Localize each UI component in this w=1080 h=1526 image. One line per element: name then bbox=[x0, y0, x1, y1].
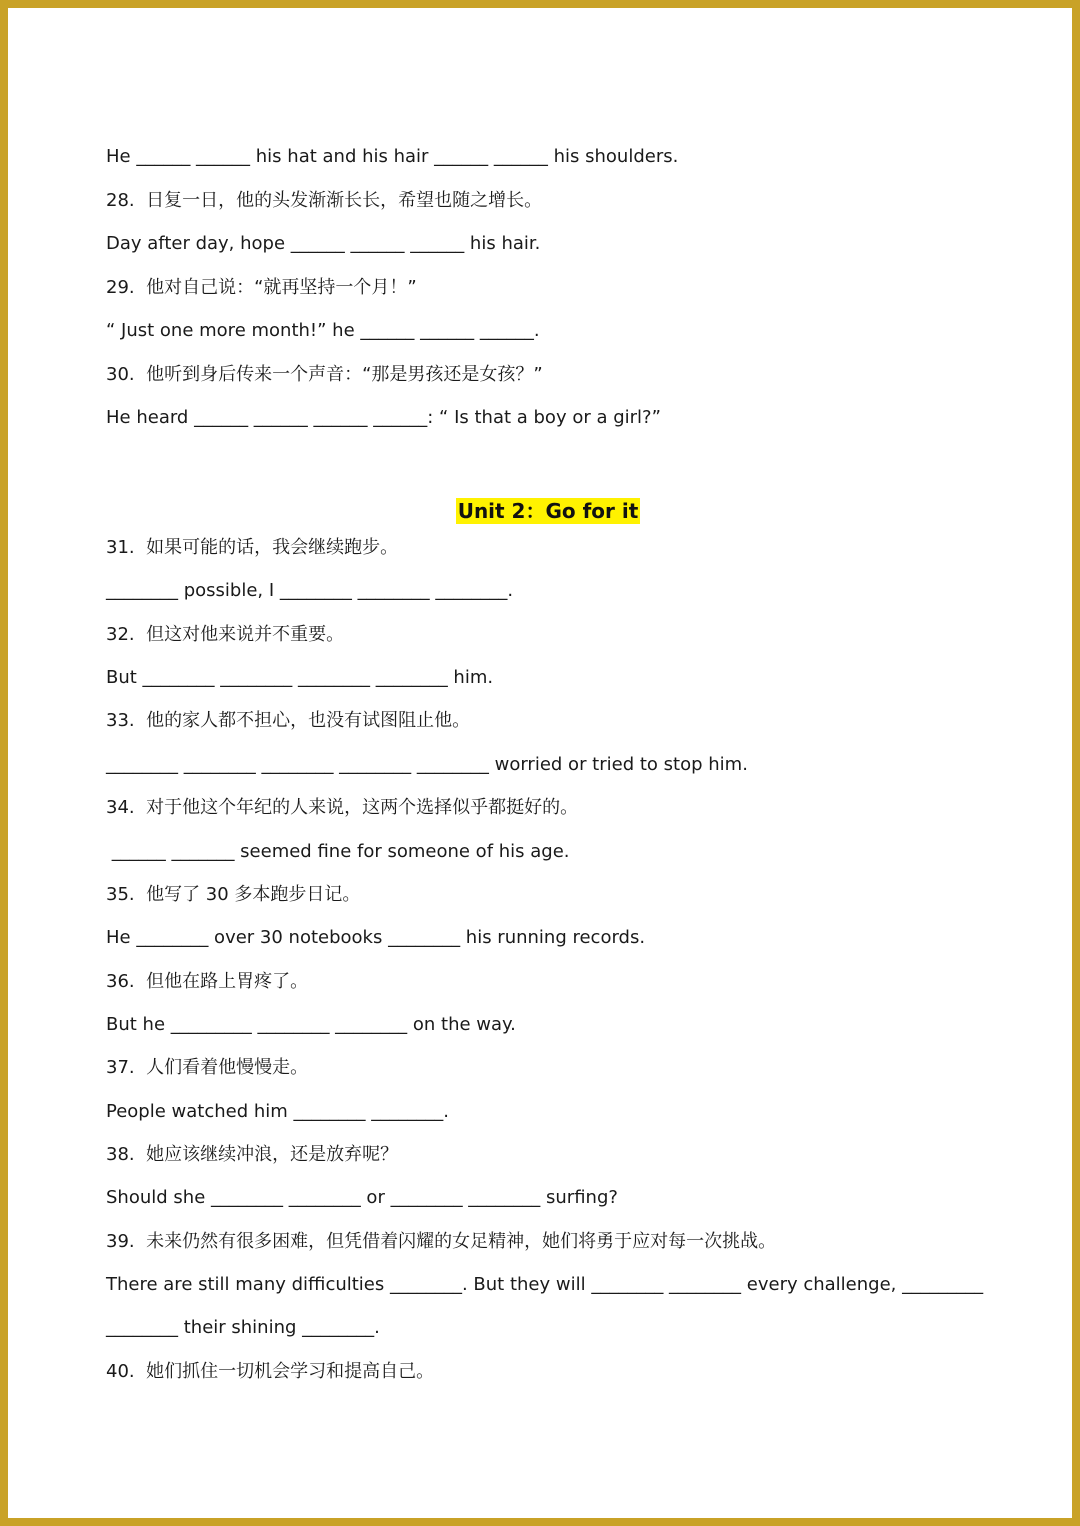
sentence-line-38-answer: Should she ________ ________ or ________ ________ surfing? bbox=[106, 1187, 618, 1208]
question-30: 30. 他听到身后传来一个声音：“那是男孩还是女孩？” bbox=[106, 364, 543, 385]
sentence-line-36-answer: But he _________ ________ ________ on the way. bbox=[106, 1014, 516, 1035]
sentence-line-33-answer: ________ ________ ________ ________ ________ worried or tried to stop him. bbox=[106, 754, 748, 775]
sentence-line-29-answer: “ Just one more month!” he ______ ______ ______. bbox=[106, 320, 540, 341]
question-28: 28. 日复一日，他的头发渐渐长长，希望也随之增长。 bbox=[106, 190, 543, 211]
sentence-line-37-answer: People watched him ________ ________. bbox=[106, 1101, 449, 1122]
sentence-line-27-answer: He ______ ______ his hat and his hair ______ ______ his shoulders. bbox=[106, 146, 679, 167]
question-34: 34. 对于他这个年纪的人来说，这两个选择似乎都挺好的。 bbox=[106, 797, 579, 818]
sentence-line-31-answer: ________ possible, I ________ ________ ________. bbox=[106, 580, 514, 601]
unit-title-container bbox=[8, 498, 1080, 524]
question-33: 33. 他的家人都不担心，也没有试图阻止他。 bbox=[106, 710, 471, 731]
question-37: 37. 人们看着他慢慢走。 bbox=[106, 1057, 309, 1078]
sentence-line-30-answer: He heard ______ ______ ______ ______: “ Is that a boy or a girl?” bbox=[106, 407, 661, 428]
question-32: 32. 但这对他来说并不重要。 bbox=[106, 624, 345, 645]
unit-title: Unit 2：Go for it bbox=[457, 499, 639, 523]
sentence-line-35-answer: He ________ over 30 notebooks ________ his running records. bbox=[106, 927, 646, 948]
sentence-line-39-answer-a: There are still many difficulties ________. But they will ________ ________ every challenge, _________ bbox=[106, 1274, 984, 1295]
sentence-line-39-answer-b: ________ their shining ________. bbox=[106, 1317, 380, 1338]
sentence-line-34-answer: ______ _______ seemed fine for someone of his age. bbox=[106, 841, 570, 862]
question-36: 36. 但他在路上胃疼了。 bbox=[106, 971, 309, 992]
sentence-line-32-answer: But ________ ________ ________ ________ him. bbox=[106, 667, 494, 688]
question-31: 31. 如果可能的话，我会继续跑步。 bbox=[106, 537, 399, 558]
question-38: 38. 她应该继续冲浪，还是放弃呢？ bbox=[106, 1144, 399, 1165]
sentence-line-28-answer: Day after day, hope ______ ______ ______ his hair. bbox=[106, 233, 541, 254]
question-40: 40. 她们抓住一切机会学习和提高自己。 bbox=[106, 1361, 435, 1382]
question-35: 35. 他写了 30 多本跑步日记。 bbox=[106, 884, 361, 905]
question-29: 29. 他对自己说：“就再坚持一个月！” bbox=[106, 277, 417, 298]
question-39: 39. 未来仍然有很多困难，但凭借着闪耀的女足精神，她们将勇于应对每一次挑战。 bbox=[106, 1231, 777, 1252]
